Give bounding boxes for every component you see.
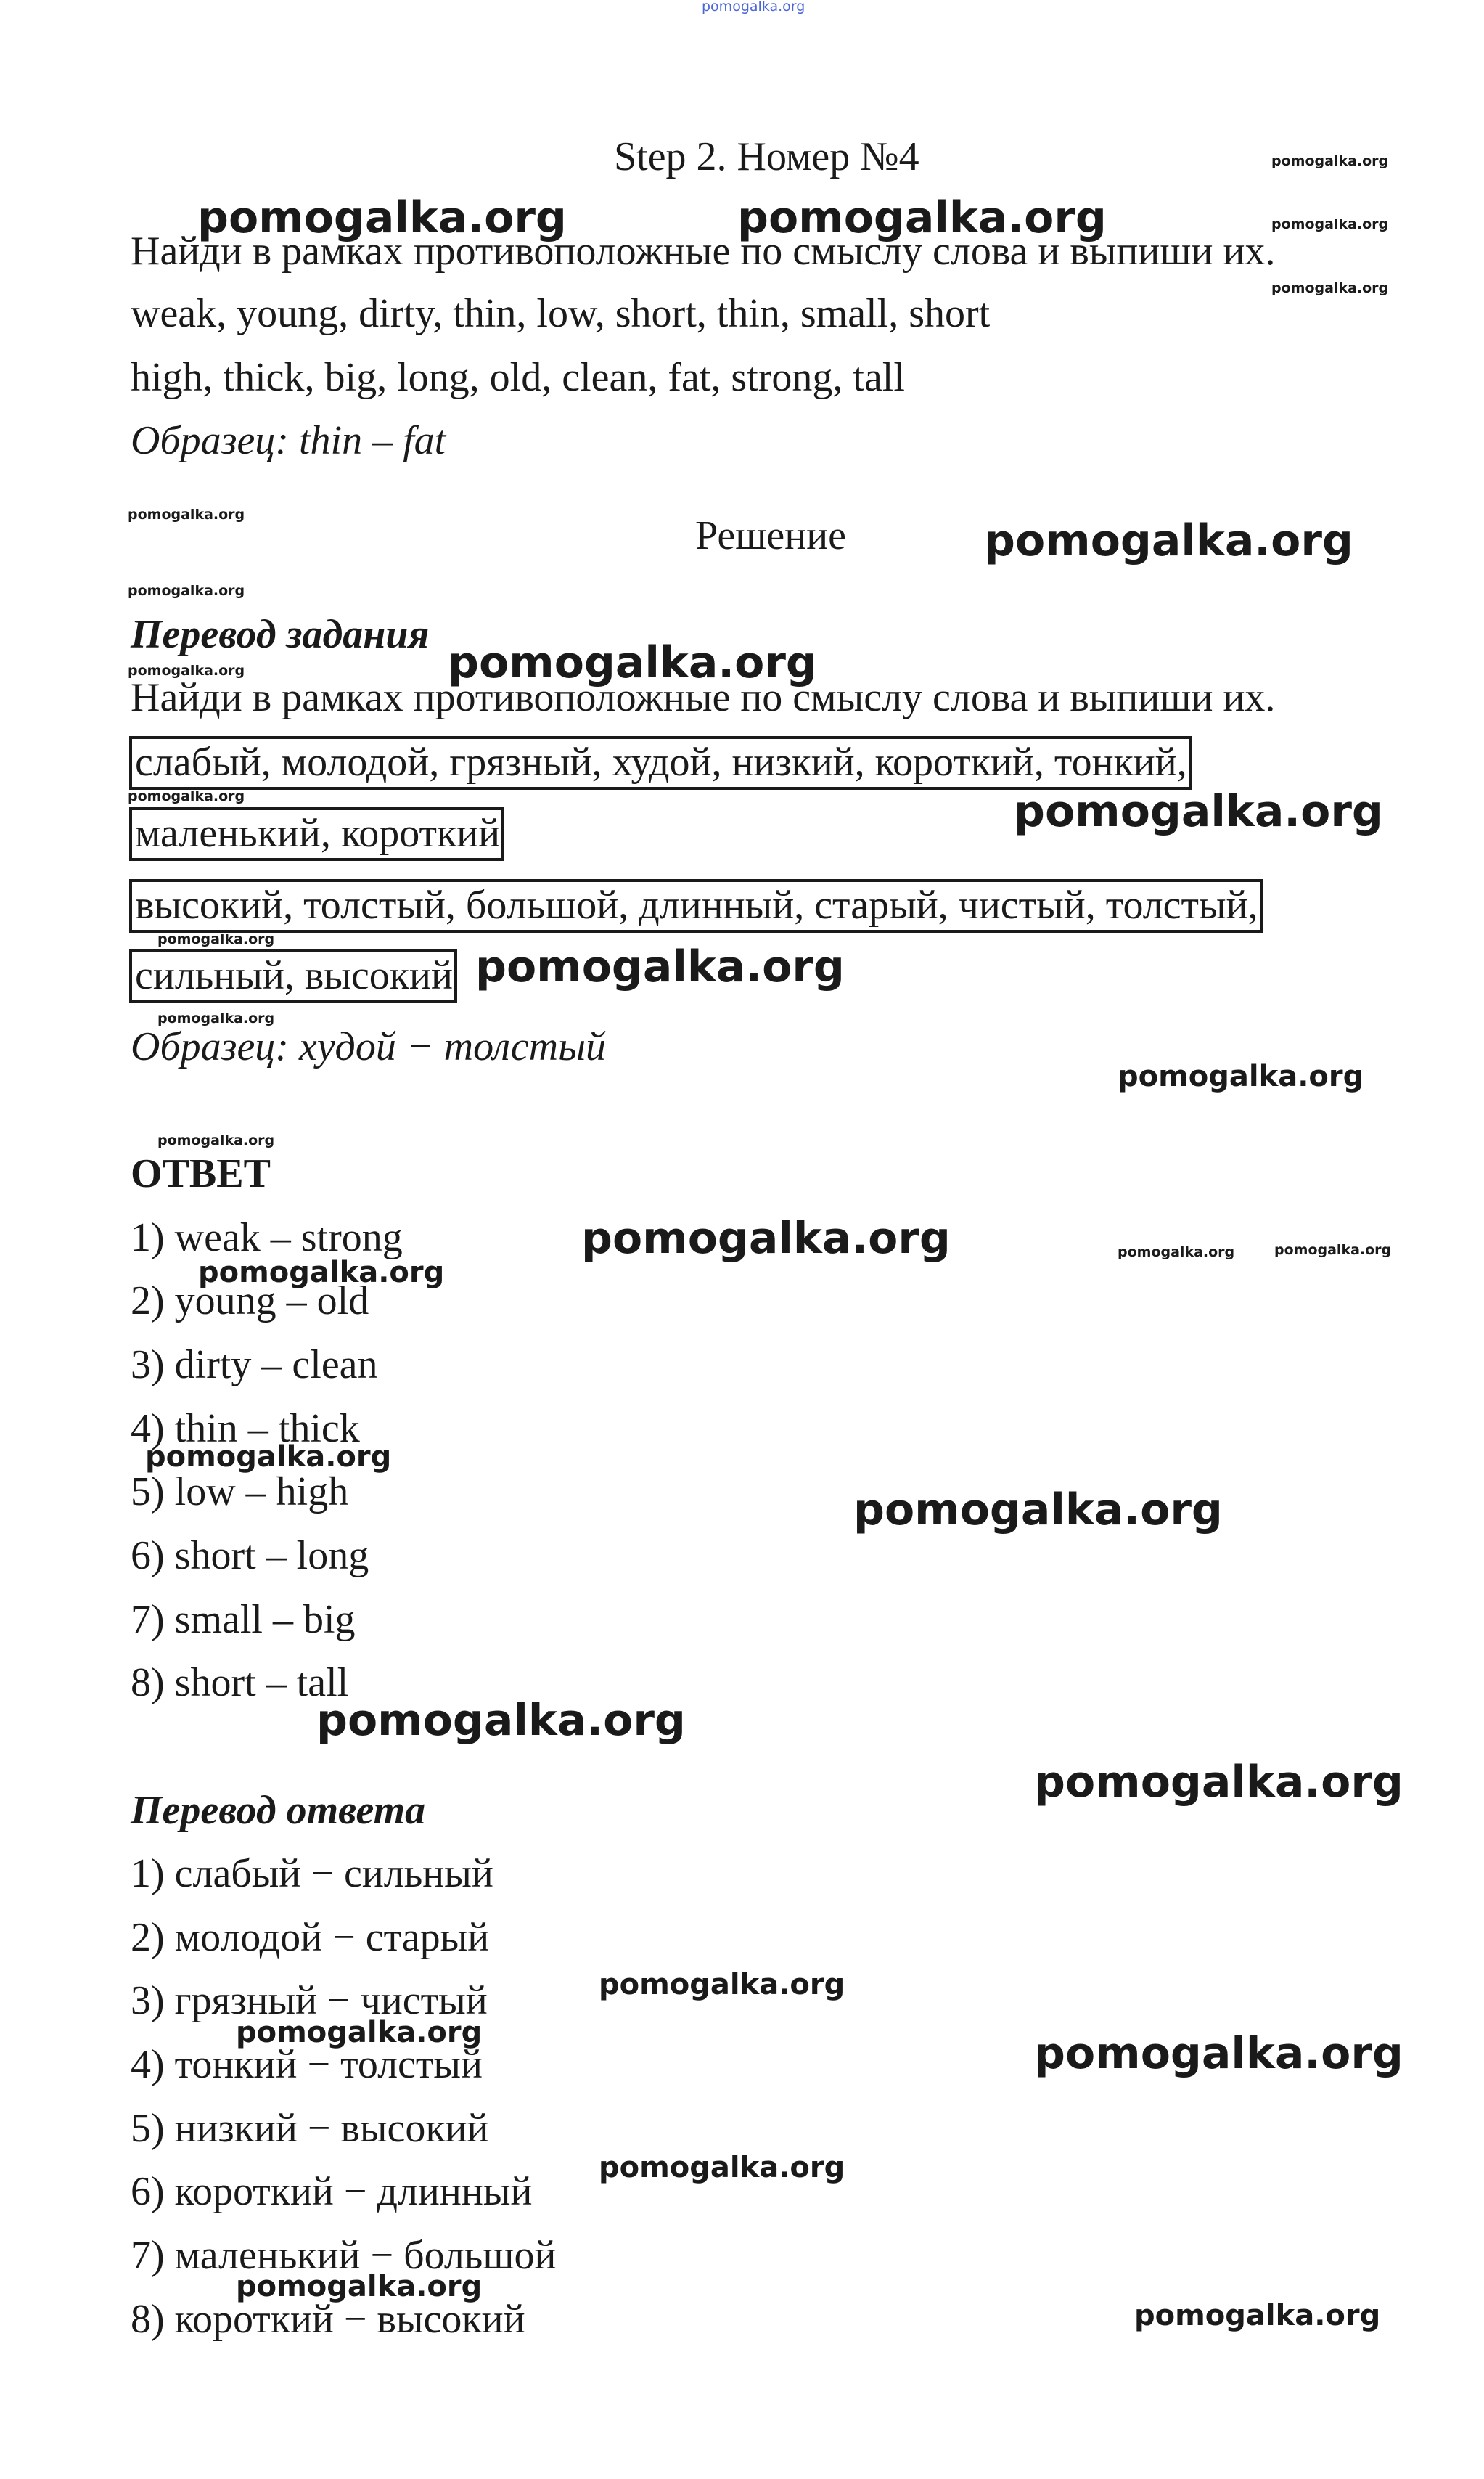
task-word-box-1: weak, young, dirty, thin, low, short, thin, small, short [131, 291, 991, 336]
answer-translation-item: 3) грязный − чистый [131, 1978, 488, 2023]
top-watermark: pomogalka.org [702, 0, 805, 15]
answer-item: 6) short – long [131, 1533, 369, 1578]
answer-item: 3) dirty – clean [131, 1342, 378, 1387]
answer-translation-item: 5) низкий − высокий [131, 2106, 489, 2151]
watermark: pomogalka.org [128, 663, 245, 679]
watermark: pomogalka.org [599, 2151, 845, 2184]
watermark: pomogalka.org [581, 1213, 951, 1264]
answer-translation-item: 4) тонкий − толстый [131, 2042, 483, 2087]
translation-example: Образец: худой − толстый [131, 1024, 606, 1069]
watermark: pomogalka.org [1274, 1242, 1392, 1258]
answer-translation-item: 2) молодой − старый [131, 1915, 490, 1960]
watermark: pomogalka.org [984, 515, 1353, 566]
answer-translation-item: 8) короткий − высокий [131, 2297, 525, 2342]
translation-box-1-line-1: слабый, молодой, грязный, худой, низкий, короткий, тонкий, [129, 736, 1192, 790]
answer-item: 2) young – old [131, 1278, 369, 1323]
watermark: pomogalka.org [236, 2016, 483, 2049]
answer-translation-heading: Перевод ответа [131, 1788, 426, 1833]
translation-box-1-line-2: маленький, короткий [129, 807, 504, 861]
task-instruction: Найди в рамках противоположные по смыслу слова и выпиши их. [131, 229, 1276, 274]
watermark: pomogalka.org [1134, 2299, 1381, 2332]
page-title: Step 2. Номер №4 [614, 134, 919, 179]
watermark: pomogalka.org [1118, 1060, 1364, 1093]
watermark: pomogalka.org [737, 192, 1107, 243]
watermark: pomogalka.org [157, 1132, 275, 1148]
watermark: pomogalka.org [1118, 1244, 1235, 1260]
answer-item: 5) low – high [131, 1469, 349, 1514]
watermark: pomogalka.org [1271, 216, 1389, 232]
watermark: pomogalka.org [853, 1484, 1223, 1535]
translation-box-2-line-1: высокий, толстый, большой, длинный, старый, чистый, толстый, [129, 879, 1263, 933]
translation-heading: Перевод задания [131, 612, 430, 657]
watermark: pomogalka.org [1014, 786, 1383, 837]
answer-item: 7) small – big [131, 1597, 356, 1642]
watermark: pomogalka.org [197, 192, 567, 243]
watermark: pomogalka.org [1271, 153, 1389, 169]
watermark: pomogalka.org [128, 507, 245, 523]
watermark: pomogalka.org [236, 2270, 483, 2303]
task-example: Образец: thin – fat [131, 418, 446, 463]
watermark: pomogalka.org [1034, 1757, 1403, 1808]
watermark: pomogalka.org [157, 931, 275, 947]
watermark: pomogalka.org [448, 637, 817, 688]
watermark: pomogalka.org [475, 942, 845, 992]
watermark: pomogalka.org [198, 1256, 445, 1289]
watermark: pomogalka.org [1271, 280, 1389, 296]
watermark: pomogalka.org [128, 788, 245, 804]
watermark: pomogalka.org [128, 583, 245, 599]
answer-item: 4) thin – thick [131, 1406, 360, 1451]
answer-item: 1) weak – strong [131, 1215, 403, 1260]
answer-translation-item: 7) маленький − большой [131, 2233, 557, 2278]
watermark: pomogalka.org [157, 1010, 275, 1026]
task-word-box-2: high, thick, big, long, old, clean, fat, strong, tall [131, 355, 905, 400]
watermark: pomogalka.org [599, 1968, 845, 2001]
watermark: pomogalka.org [316, 1695, 686, 1746]
answer-translation-item: 1) слабый − сильный [131, 1851, 493, 1896]
answer-item: 8) short – tall [131, 1660, 349, 1705]
watermark: pomogalka.org [1034, 2028, 1403, 2079]
watermark: pomogalka.org [145, 1440, 392, 1474]
translation-instruction: Найди в рамках противоположные по смыслу слова и выпиши их. [131, 675, 1276, 720]
solution-heading: Решение [695, 513, 847, 558]
translation-box-2-line-2: сильный, высокий [129, 949, 457, 1003]
answer-translation-item: 6) короткий − длинный [131, 2169, 533, 2214]
answer-heading: ОТВЕТ [131, 1151, 271, 1196]
